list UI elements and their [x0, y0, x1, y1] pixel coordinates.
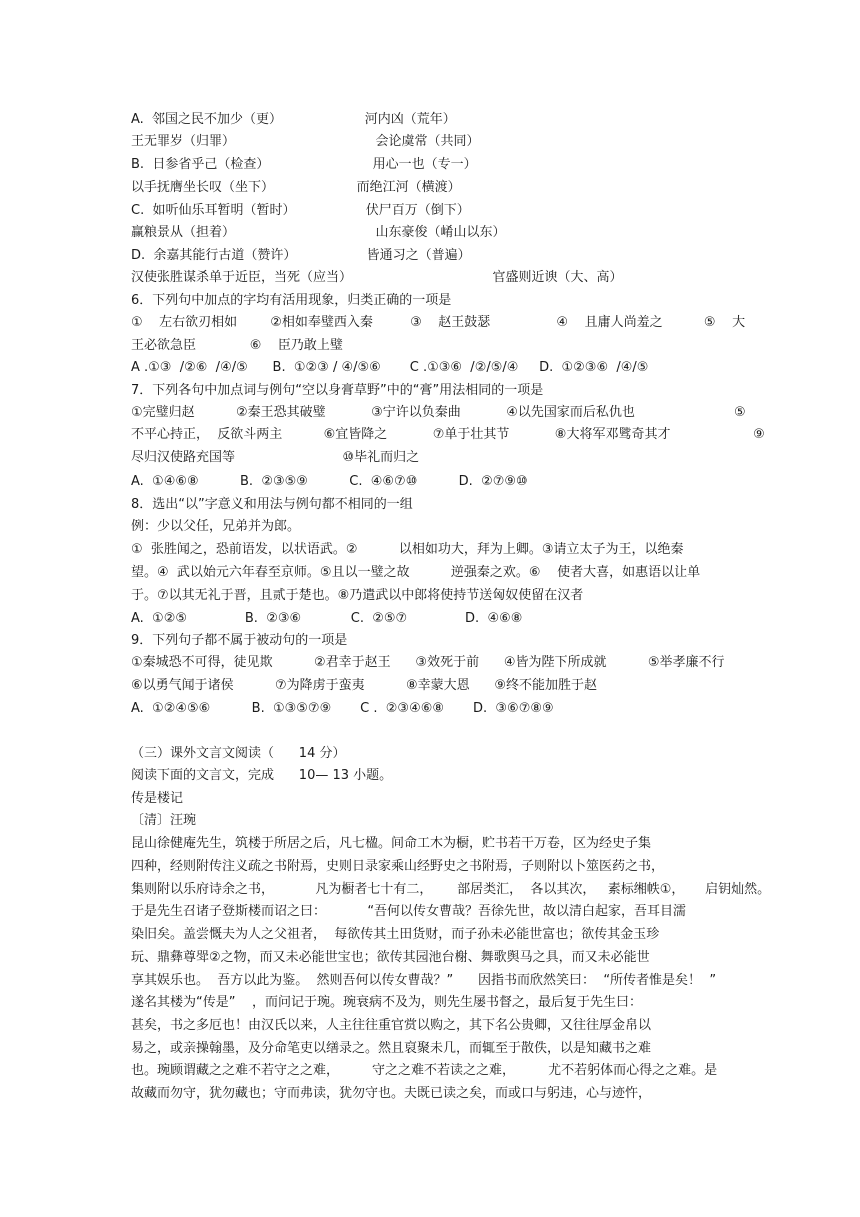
text-line: 〔清〕汪琬: [131, 813, 197, 828]
text-line: A. ①②④⑤⑥ B. ①③⑤⑦⑨ C . ②③④⑥⑧ D. ③⑥⑦⑧⑨: [131, 701, 554, 716]
text-line: D. 余嘉其能行古道（赞许） 皆通习之（普遍）: [131, 248, 471, 263]
text-line: 昆山徐健庵先生，筑楼于所居之后，凡七楹。间命工木为橱，贮书若干万卷，区为经史子集: [131, 836, 652, 851]
text-line: 遂名其楼为“传是” ，而问记于琬。琬衰病不及为，则先生屡书督之，最后复于先生曰：: [131, 995, 642, 1010]
text-line: ① 左右欲刃相如 ②相如奉璧西入秦 ③ 赵王鼓瑟 ④ 且庸人尚羞之 ⑤ 大: [131, 315, 746, 330]
text-line: 以手抚膺坐长叹（坐下） 而绝江河（横渡）: [131, 180, 461, 195]
text-line: 享其娱乐也。 吾方以此为鉴。 然则吾何以传女曹哉？” 因指书而欣然笑曰： “所传者惟是矣！ ”: [131, 973, 717, 988]
text-line: 王必欲急臣 ⑥ 臣乃敢上璧: [131, 338, 343, 353]
text-line: （三）课外文言文阅读（ 14 分）: [131, 746, 346, 761]
text-line: A. ①②⑤ B. ②③⑥ C. ②⑤⑦ D. ④⑥⑧: [131, 611, 523, 626]
text-line: 也。琬顾谓藏之之难不若守之之难， 守之之难不若读之之难， 尤不若躬体而心得之之难。是: [131, 1063, 718, 1078]
text-line: 集则附以乐府诗余之书， 凡为橱者七十有二， 部居类汇， 各以其次， 素标缃帙①， 启钥灿然。: [131, 882, 771, 897]
text-line: ①完璧归赵 ②秦王恐其破璧 ③宁许以负秦曲 ④以先国家而后私仇也 ⑤: [131, 405, 746, 420]
text-line: 尽归汉使路充国等 ⑩毕礼而归之: [131, 450, 420, 465]
text-line: ①秦城恐不可得，徒见欺 ②君幸于赵王 ③效死于前 ④皆为陛下所成就 ⑤举孝廉不行: [131, 655, 725, 670]
text-line: 四种，经则附传注义疏之书附焉，史则日录家乘山经野史之书附焉，子则附以卜筮医药之书，: [131, 859, 665, 874]
text-line: 望。④ 武以始元六年春至京师。⑤且以一璧之故 逆强秦之欢。⑥ 使者大喜，如惠语以让单: [131, 565, 701, 580]
text-line: 王无罪岁（归罪） 会论虞常（共同）: [131, 134, 480, 149]
text-line: 8．选出“以”字意义和用法与例句都不相同的一组: [131, 497, 413, 512]
text-line: ⑥以勇气闻于诸侯 ⑦为降虏于蛮夷 ⑧幸蒙大恩 ⑨终不能加胜于赵: [131, 678, 598, 693]
text-line: 故藏而勿守，犹勿藏也；守而弗读，犹勿守也。夫既已读之矣，而或口与躬违，心与迹忤，: [131, 1086, 652, 1101]
text-line: 玩、鼎彝尊斝②之物，而又未必能世宝也；欲传其园池台榭、舞歌舆马之具，而又未必能世: [131, 950, 650, 965]
text-line: 7．下列各句中加点词与例句“空以身膏草野”中的“膏”用法相同的一项是: [131, 383, 544, 398]
text-line: 传是楼记: [131, 791, 184, 806]
text-line: 于是先生召诸子登斯楼而诏之曰： “吾何以传女曹哉？吾徐先世，故以清白起家，吾耳目濡: [131, 904, 687, 919]
text-line: A .①③ /②⑥ /④/⑤ B. ①②③ / ④/⑤⑥ C .①③⑥ /②/⑤/④ D. ①②③⑥ /④/⑤: [131, 360, 649, 375]
text-line: 于。⑦以其无礼于晋，且贰于楚也。⑧乃遣武以中郎将使持节送匈奴使留在汉者: [131, 588, 584, 603]
text-line: A. 邻国之民不加少（更） 河内凶（荒年）: [131, 112, 456, 127]
text-line: 9．下列句子都不属于被动句的一项是: [131, 633, 348, 648]
text-line: 6．下列句中加点的字均有活用现象，归类正确的一项是: [131, 293, 452, 308]
text-line: 汉使张胜谋杀单于近臣，当死（应当） 官盛则近谀（大、高）: [131, 270, 623, 285]
text-line: 不平心持正， 反欲斗两主 ⑥宜皆降之 ⑦单于壮其节 ⑧大将军邓骘奇其才 ⑨: [131, 427, 765, 442]
text-line: 赢粮景从（担着） 山东豪俊（崤山以东）: [131, 225, 506, 240]
text-line: A. ①④⑥⑧ B. ②③⑤⑨ C. ④⑥⑦⑩ D. ②⑦⑨⑩: [131, 474, 528, 489]
text-line: B. 日参省乎己（检查） 用心一也（专一）: [131, 157, 477, 172]
text-line: C. 如听仙乐耳暂明（暂时） 伏尸百万（倒下）: [131, 203, 470, 218]
text-line: ① 张胜闻之，恐前语发，以状语武。② 以相如功大，拜为上卿。③请立太子为王，以绝秦: [131, 542, 684, 557]
text-line: 例：少以父任，兄弟并为郎。: [131, 519, 301, 534]
text-line: 甚矣，书之多厄也！由汉氏以来，人主往往重官赏以购之，其下名公贵卿，又往往厚金帛以: [131, 1018, 652, 1033]
text-line: 染旧矣。盖尝慨夫为人之父祖者， 每欲传其土田货财，而子孙未必能世富也；欲传其金玉珍: [131, 927, 660, 942]
text-line: 易之，或亲操翰墨，及分命笔吏以缮录之。然且裒聚未几，而辄至于散佚，以是知藏书之难: [131, 1041, 652, 1056]
text-line: 阅读下面的文言文，完成 10— 13 小题。: [131, 768, 393, 783]
